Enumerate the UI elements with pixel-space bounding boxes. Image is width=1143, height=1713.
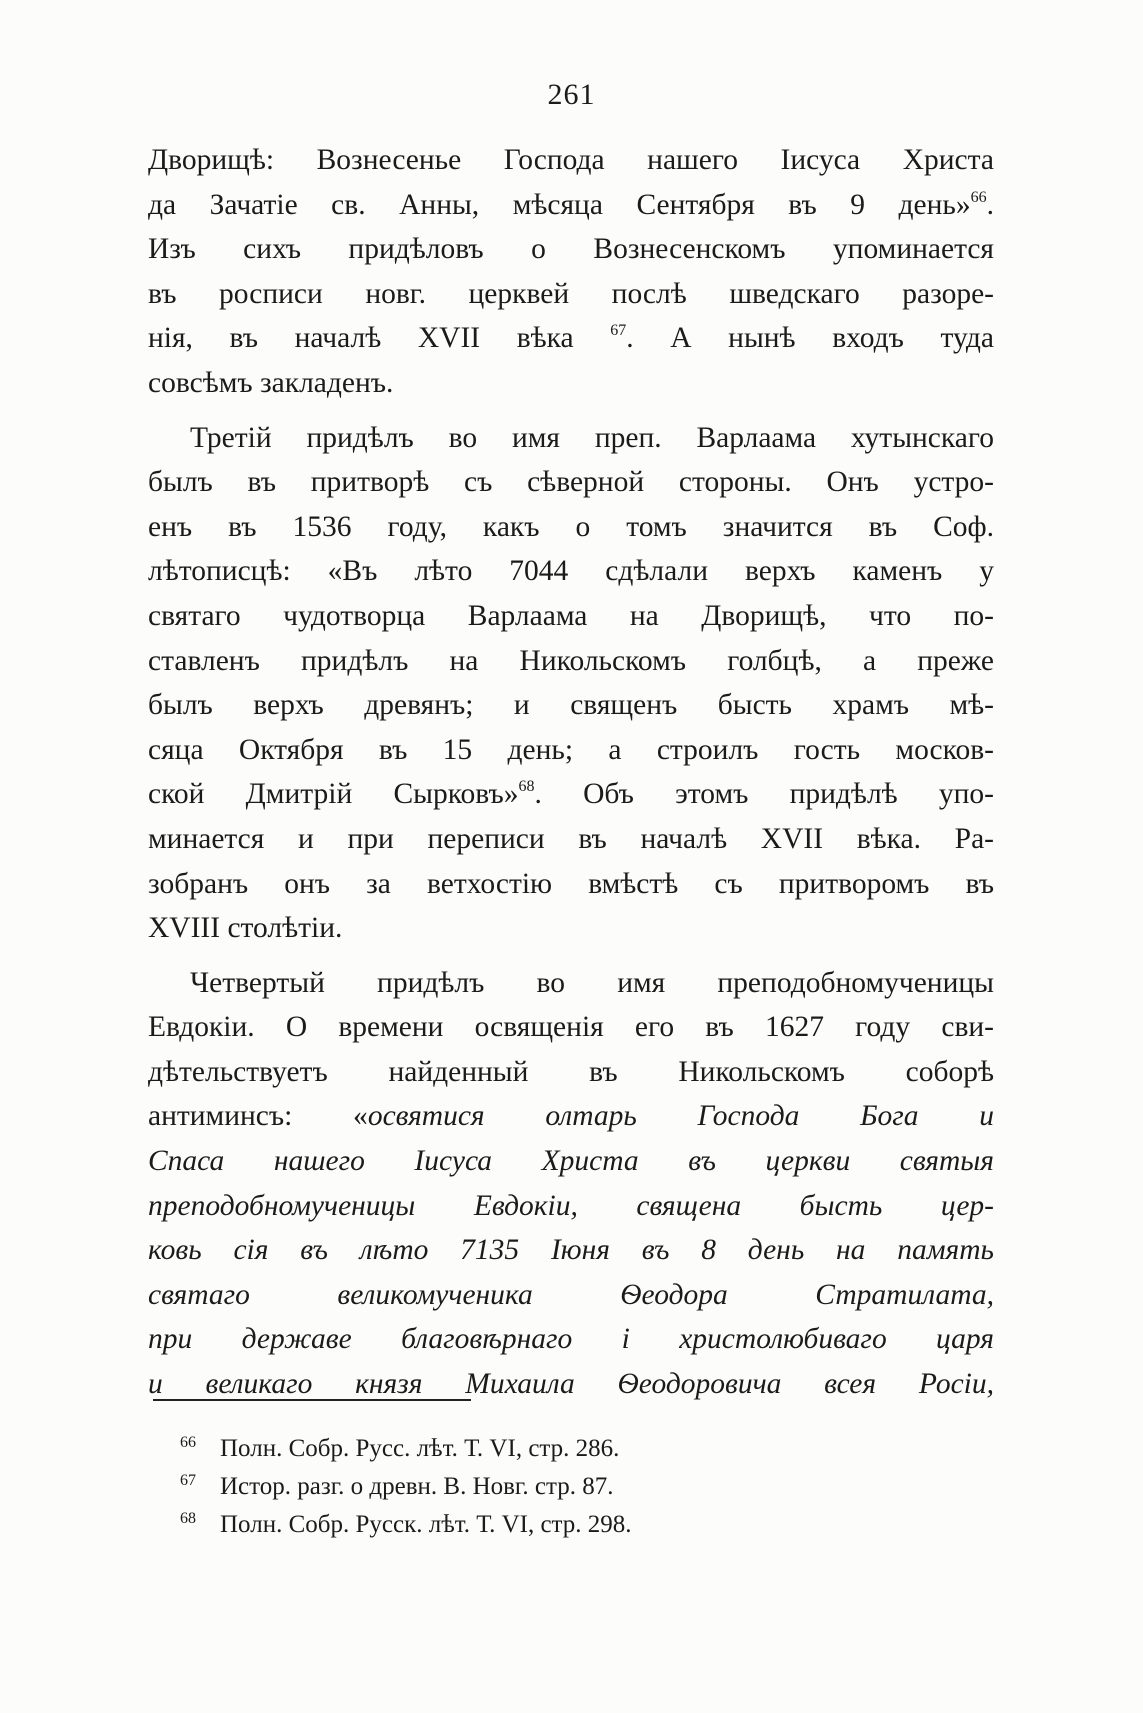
body-text [148,138,994,1407]
text-line: антиминсъ: «освятися олтарь Господа Бога и [148,1100,994,1133]
text-line: Третій придѣлъ во имя преп. Варлаама хутынскаго [190,421,994,454]
text-line: сяца Октября въ 15 день; а строилъ гость москов- [148,733,994,766]
text-line: Четвертый придѣлъ во имя преподобномученицы [190,966,994,999]
footnote: 66 Полн. Собр. Русс. лѣт. Т. VI, стр. 286. [180,1434,620,1462]
footnote-text: Полн. Собр. Русск. лѣт. Т. VI, стр. 298. [220,1511,632,1538]
text-line: нія, въ началѣ XVII вѣка $^{67}$. А нынѣ входъ туда [148,322,994,355]
footnote-ref: 67 [610,322,627,340]
text-line-quote: при державе благовѣрнаго і христолюбиваго царя [148,1323,994,1356]
footnote: 68 Полн. Собр. Русск. лѣт. Т. VI, стр. 298. [180,1510,632,1538]
footnote-separator [153,1399,471,1401]
footnote-text: Истор. разг. о древн. В. Новг. стр. 87. [220,1473,614,1500]
text-line: дѣтельствуетъ найденный въ Никольскомъ соборѣ [148,1055,994,1088]
text-line-quote: и великаго князя Михаила Ѳеодоровича всея Росіи, [148,1368,994,1401]
text-line: лѣтописцѣ: «Въ лѣто 7044 сдѣлали верхъ каменъ у [148,555,994,588]
text-line: былъ верхъ древянъ; и священъ бысть храмъ мѣ- [148,689,994,722]
text-line: былъ въ притворѣ съ сѣверной стороны. Онъ устро- [148,466,994,499]
text-line: ставленъ придѣлъ на Никольскомъ голбцѣ, а преже [148,644,994,677]
footnote: 67 Истор. разг. о древн. В. Новг. стр. 87. [180,1472,614,1500]
page-number: 261 [547,78,596,111]
quoted-inscription: освятися олтарь Господа Бога и [367,1100,994,1133]
text-line: Евдокіи. О времени освященія его въ 1627 году сви- [148,1011,994,1044]
text-line: XVIII столѣтіи. [148,912,343,945]
text-line: въ росписи новг. церквей послѣ шведскаго разоре- [148,277,994,310]
footnote-text: Полн. Собр. Русс. лѣт. Т. VI, стр. 286. [220,1435,620,1462]
text-line: зобранъ онъ за ветхостію вмѣстѣ съ притворомъ въ [148,867,994,900]
footnote-ref: 66 [970,188,987,206]
text-line: Дворищѣ: Вознесенье Господа нашего Іисуса Христа [148,144,994,176]
footnotes [180,1430,980,1544]
text-line: Изъ сихъ придѣловъ о Вознесенскомъ упоминается [148,233,994,266]
text-line: святаго чудотворца Варлаама на Дворищѣ, что по- [148,599,994,632]
text-line-quote: преподобномученицы Евдокіи, священа бысть цер- [148,1189,994,1222]
text-line-quote: ковь сія въ лѣто 7135 Іюня въ 8 день на память [148,1234,994,1267]
footnote-ref: 68 [518,778,535,796]
text-line-quote: Спаса нашего Іисуса Христа въ церкви святыя [148,1145,994,1178]
text-line: минается и при переписи въ началѣ XVII вѣка. Ра- [148,822,994,855]
text-line: совсѣмъ закладенъ. [148,366,394,399]
text-line: да Зачатіе св. Анны, мѣсяца Сентября въ 9 день»$^{66}$. [148,188,994,221]
text-line: енъ въ 1536 году, какъ о томъ значится въ Соф. [148,510,994,543]
text-line-quote: святаго великомученика Ѳеодора Стратилата, [148,1278,994,1311]
text-line: ской Дмитрій Сырковъ»$^{68}$. Объ этомъ придѣлѣ упо- [148,778,994,811]
